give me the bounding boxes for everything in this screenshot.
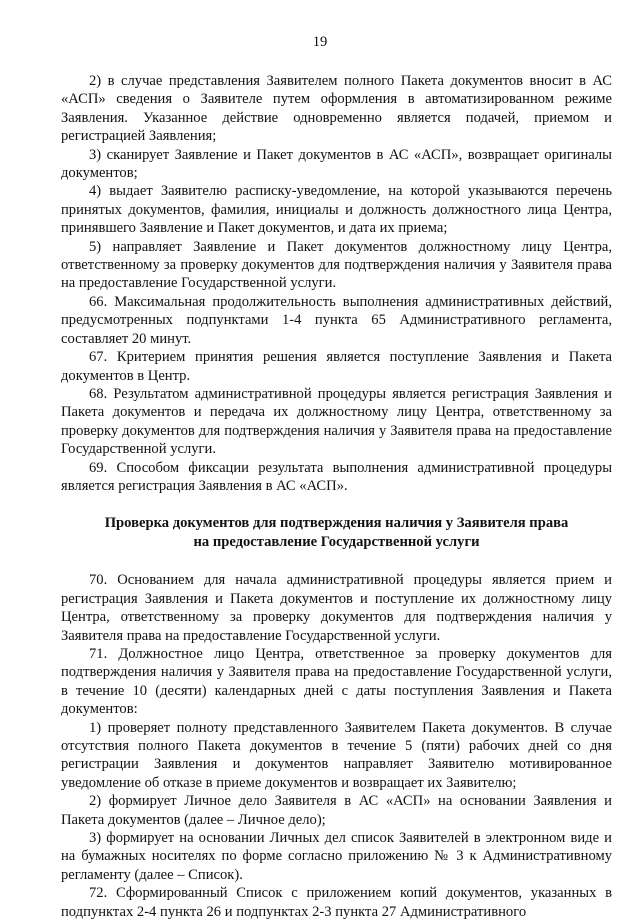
paragraph: 69. Способом фиксации результата выполнения административной процедуры является регистрация Заявления в АС «АСП».: [61, 459, 612, 494]
paragraph: 72. Сформированный Список с приложением копий документов, указанных в подпунктах 2-4 пункта 26 и подпунктах 2-3 пункта 27 Административного: [61, 885, 612, 920]
paragraph: 68. Результатом административной процедуры является регистрация Заявления и Пакета документов и передача их должностному лицу Центра, ответственному за проверку документов для подтверждения наличия у Заявителя права на предоставление Государственной услуги.: [61, 385, 612, 458]
section-heading-line: на предоставление Государственной услуги: [193, 534, 480, 551]
section-heading-line: Проверка документов для подтверждения наличия у Заявителя права: [104, 515, 569, 532]
page-number: 19: [312, 34, 328, 50]
paragraph: 67. Критерием принятия решения является поступление Заявления и Пакета документов в Центр.: [61, 349, 612, 384]
paragraph: 70. Основанием для начала административной процедуры является прием и регистрация Заявления и Пакета документов и поступление их должностному лицу Центра, ответственному за проверку документов для подтверждения наличия у Заявителя права на предоставление Государственной услуги.: [61, 572, 612, 644]
paragraph: 3) формирует на основании Личных дел список Заявителей в электронном виде и на бумажных носителях по форме согласно приложению № 3 к Административному регламенту (далее – Список).: [61, 830, 612, 883]
paragraph: 1) проверяет полноту представленного Заявителем Пакета документов. В случае отсутствия полного Пакета документов в течение 5 (пяти) рабочих дней со дня регистрации Заявления и документов направляет Заявителю мотивированное уведомление об отказе в приеме документов и возвращает их Заявителю;: [61, 719, 612, 791]
document-body: [61, 72, 612, 921]
section-heading: [61, 514, 612, 552]
paragraph: 2) в случае представления Заявителем полного Пакета документов вносит в АС «АСП» сведения о Заявителе путем оформления в автоматизированном режиме Заявления. Указанное действие одновременно является подачей, приемом и регистрацией Заявления;: [61, 73, 612, 145]
paragraph: 3) сканирует Заявление и Пакет документов в АС «АСП», возвращает оригиналы документов;: [61, 146, 612, 182]
paragraph: 4) выдает Заявителю расписку-уведомление, на которой указываются перечень принятых документов, фамилия, инициалы и должность должностного лица Центра, принявшего Заявление и Пакет документов, и дата их приема;: [61, 183, 612, 237]
paragraph: 71. Должностное лицо Центра, ответственное за проверку документов для подтверждения наличия у Заявителя права на предоставление Государственной услуги, в течение 10 (десяти) календарных дней с даты поступления Заявления и Пакета документов:: [61, 645, 612, 718]
paragraph: 5) направляет Заявление и Пакет документов должностному лицу Центра, ответственному за проверку документов для подтверждения наличия у Заявителя права на предоставление Государственной услуги.: [61, 238, 612, 292]
paragraph: 66. Максимальная продолжительность выполнения административных действий, предусмотренных подпунктами 1-4 пункта 65 Административного регламента, составляет 20 минут.: [61, 293, 612, 347]
paragraph: 2) формирует Личное дело Заявителя в АС «АСП» на основании Заявления и Пакета документов (далее – Личное дело);: [61, 793, 612, 828]
